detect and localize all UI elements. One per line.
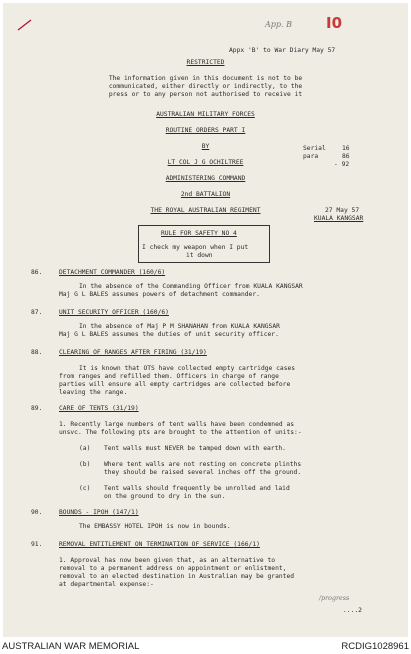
continuation-note: /progress bbox=[319, 595, 350, 602]
disclaimer-line-1: The information given in this document is not to be bbox=[108, 75, 303, 82]
item-label: (c) bbox=[79, 485, 91, 492]
para-line: leaving the range. bbox=[59, 389, 128, 396]
document-page bbox=[3, 3, 408, 637]
para-line: In the absence of Maj P M SHANAHAN from KUALA KANGSAR bbox=[79, 323, 280, 330]
item-line: Tent walls should frequently be unrolled and laid bbox=[104, 485, 290, 492]
para-label: para bbox=[303, 153, 319, 160]
para-number: 86. bbox=[31, 269, 43, 276]
order-place: KUALA KANGSAR bbox=[314, 215, 364, 222]
para-title: UNIT SECURITY OFFICER (160/6) bbox=[59, 309, 169, 316]
para-title: CLEARING OF RANGES AFTER FIRING (31/19) bbox=[59, 349, 207, 356]
heading-orders: ROUTINE ORDERS PART I bbox=[165, 127, 246, 134]
para-number: 91. bbox=[31, 541, 43, 548]
heading-force: AUSTRALIAN MILITARY FORCES bbox=[156, 111, 255, 118]
item-line: on the ground to dry in the sun. bbox=[104, 493, 226, 500]
order-date: 27 May 57 bbox=[325, 207, 360, 214]
handwritten-ref: App. B bbox=[265, 20, 292, 29]
para-line: 1. Approval has now been given that, as an alternative to bbox=[59, 557, 276, 564]
classification: RESTRICTED bbox=[186, 59, 225, 66]
disclaimer-line-3: press or to any person not authorised to receive it bbox=[108, 91, 303, 98]
para-line: at departmental expense:- bbox=[59, 581, 154, 588]
para-value: 86 bbox=[342, 153, 350, 160]
item-line: they should be raised several inches off the ground. bbox=[104, 469, 302, 476]
appendix-header: Appx 'B' to War Diary May 57 bbox=[229, 47, 336, 54]
serial-value: 16 bbox=[342, 145, 350, 152]
para-title: DETACHMENT COMMANDER (160/6) bbox=[59, 269, 166, 276]
para-title: REMOVAL ENTITLEMENT ON TERMINATION OF SERVICE (166/1) bbox=[59, 541, 260, 548]
para-line: removal to a permanent address on appointment or enlistment, bbox=[59, 565, 287, 572]
para-line: from ranges and refilled them. Officers in charge of range bbox=[59, 373, 279, 380]
para-number: 89. bbox=[31, 405, 43, 412]
para-title: BOUNDS - IPOH (147/1) bbox=[59, 509, 139, 516]
item-line: Tent walls must NEVER be tamped down with earth. bbox=[104, 445, 286, 452]
para-number: 90. bbox=[31, 509, 43, 516]
para-line: Maj G L BALES assumes powers of detachment commander. bbox=[59, 291, 260, 298]
item-line: Where tent walls are not resting on concrete plinths bbox=[104, 461, 302, 468]
archive-footer bbox=[0, 640, 411, 654]
item-label: (b) bbox=[79, 461, 91, 468]
para-line: In the absence of the Commanding Officer from KUALA KANGSAR bbox=[79, 283, 303, 290]
safety-rule-line-1: I check my weapon when I put bbox=[142, 244, 249, 251]
heading-regiment: THE ROYAL AUSTRALIAN REGIMENT bbox=[150, 207, 261, 214]
footer-id: RCDIG1028961 bbox=[341, 641, 409, 652]
page-next: ....2 bbox=[343, 607, 362, 614]
para-title: CARE OF TENTS (31/19) bbox=[59, 405, 139, 412]
para-number: 87. bbox=[31, 309, 43, 316]
heading-by: BY bbox=[201, 143, 210, 150]
para-line: The EMBASSY HOTEL IPOH is now in bounds. bbox=[79, 523, 231, 530]
stamp-number: I0 bbox=[326, 14, 343, 32]
para-line: unsvc. The following pts are brought to the attention of units:- bbox=[59, 429, 302, 436]
safety-rule-title: RULE FOR SAFETY NO 4 bbox=[161, 230, 237, 237]
item-label: (a) bbox=[79, 445, 91, 452]
heading-officer: LT COL J G OCHILTREE bbox=[167, 159, 244, 166]
para-end: - 92 bbox=[334, 161, 350, 168]
para-line: Maj G L BALES assumes the duties of unit security officer. bbox=[59, 331, 279, 338]
heading-role: ADMINISTERING COMMAND bbox=[165, 175, 246, 182]
safety-rule-line-2: it down bbox=[186, 252, 213, 259]
para-line: parties will ensure all empty cartridges are collected before bbox=[59, 381, 291, 388]
para-line: It is known that OTS have collected empty cartridge cases bbox=[79, 365, 296, 372]
pencil-mark bbox=[17, 19, 33, 31]
para-number: 88. bbox=[31, 349, 43, 356]
disclaimer-line-2: communicated, either directly or indirectly, to the bbox=[108, 83, 303, 90]
serial-label: Serial bbox=[303, 145, 326, 152]
para-line: 1. Recently large numbers of tent walls have been condemned as bbox=[59, 421, 295, 428]
heading-battalion: 2nd BATTALION bbox=[180, 191, 231, 198]
para-line: removal to an elected destination in Australian may be granted bbox=[59, 573, 295, 580]
footer-source: AUSTRALIAN WAR MEMORIAL bbox=[2, 641, 140, 652]
